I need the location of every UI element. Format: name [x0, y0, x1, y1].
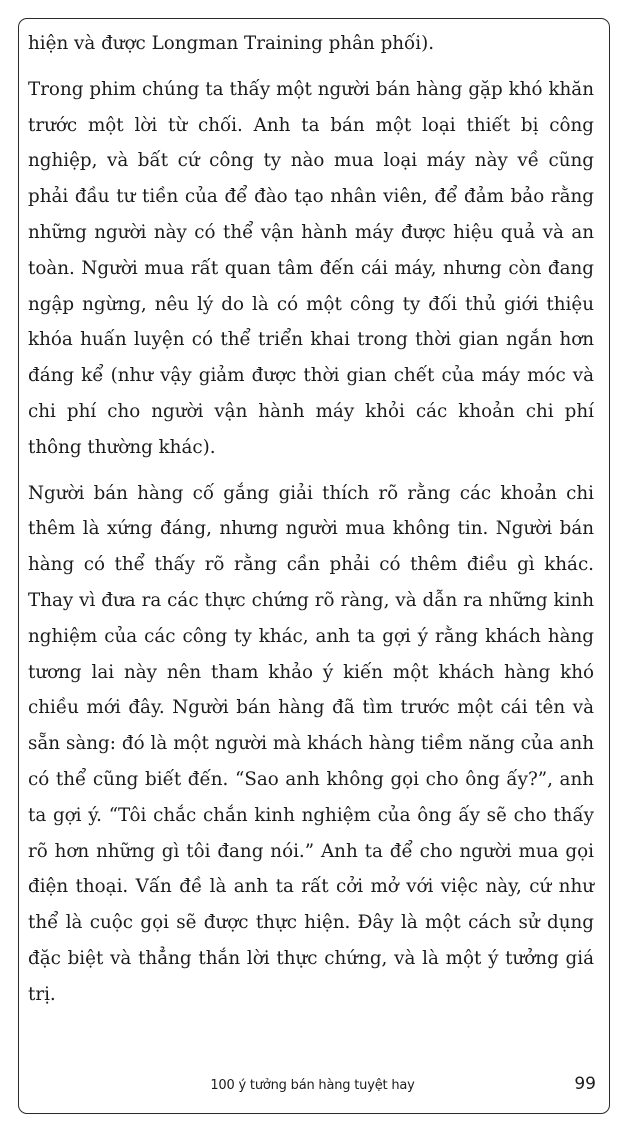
paragraph-continuation: hiện và được Longman Training phân phối). — [28, 33, 435, 54]
paragraph-salesperson-response: Người bán hàng cố gắng giải thích rõ rằng các khoản chi thêm là xứng đáng, nhưng người mua không tin. Người bán hàng có thể thấy rõ rằng cần phải có thêm điều gì khác. Thay vì đưa ra các thực chứng rõ ràng, và dẫn ra những kinh nghiệm của các công ty khác, anh ta gợi ý rằng khách hàng tương lai này nên tham khảo ý kiến một khách hàng khó chiều mới đây. Người bán hàng đã tìm trước một cái tên và sẵn sàng: đó là một người mà khách hàng tiềm năng của anh có thể cũng biết đến. “Sao anh không gọi cho ông ấy?”, anh ta gợi ý. “Tôi chắc chắn kinh nghiệm của ông ấy sẽ cho thấy rõ hơn những gì tôi đang nói.” Anh ta để cho người mua gọi điện thoại. Vấn đề là anh ta rất cởi mở với việc này, cứ như thể là cuộc gọi sẽ được thực hiện. Đây là một cách sử dụng đặc biệt và thẳng thắn lời thực chứng, và là một ý tưởng giá trị. — [28, 482, 594, 1005]
body-text — [28, 26, 594, 1023]
paragraph-film-scenario: Trong phim chúng ta thấy một người bán hàng gặp khó khăn trước một lời từ chối. Anh ta bán một loại thiết bị công nghiệp, và bất cứ công ty nào mua loại máy này về cũng phải đầu tư tiền của để đào tạo nhân viên, để đảm bảo rằng những người này có thể vận hành máy được hiệu quả và an toàn. Người mua rất quan tâm đến cái máy, nhưng còn đang ngập ngừng, nêu lý do là có một công ty đối thủ giới thiệu khóa huấn luyện có thể triển khai trong thời gian ngắn hơn đáng kể (như vậy giảm được thời gian chết của máy móc và chi phí cho người vận hành máy khỏi các khoản chi phí thông thường khác). — [28, 78, 594, 458]
page-number: 99 — [574, 1074, 596, 1094]
footer-book-title: 100 ý tưởng bán hàng tuyệt hay — [210, 1078, 415, 1093]
